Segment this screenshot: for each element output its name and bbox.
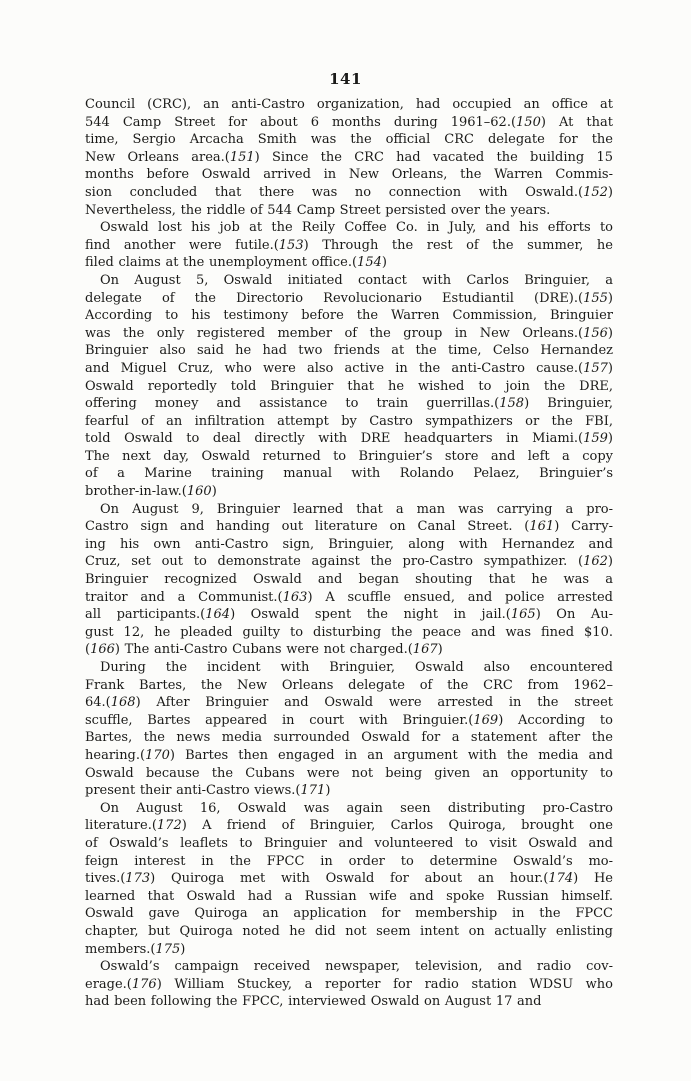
text-line: time, Sergio Arcacha Smith was the official CRC delegate for the — [85, 132, 613, 148]
paragraph — [85, 96, 613, 219]
text-line: delegate of the Directorio Revolucionario Estudiantil (DRE).(155) — [85, 290, 613, 306]
text-line: Oswald because the Cubans were not being given an opportunity to — [85, 765, 613, 781]
text-line: On August 9, Bringuier learned that a man was carrying a pro- — [100, 501, 613, 517]
text-line: New Orleans area.(151) Since the CRC had vacated the building 15 — [85, 149, 613, 165]
citation-number: 175 — [155, 941, 181, 957]
text-line: brother-in-law.(160) — [85, 484, 217, 500]
citation-number: 162 — [583, 554, 608, 570]
citation-number: 150 — [516, 114, 541, 130]
text-line: offering money and assistance to train guerrillas.(158) Bringuier, — [85, 396, 613, 412]
text-line: Bartes, the news media surrounded Oswald for a statement after the — [85, 730, 613, 746]
page-body — [85, 96, 613, 1011]
text-line: Oswald’s campaign received newspaper, television, and radio cov- — [100, 959, 613, 975]
paragraph — [85, 501, 613, 659]
citation-number: 169 — [473, 712, 499, 728]
text-line: (166) The anti-Castro Cubans were not charged.(167) — [85, 642, 443, 658]
text-line: literature.(172) A friend of Bringuier, Carlos Quiroga, brought one — [85, 818, 613, 834]
text-line: members.(175) — [85, 941, 186, 957]
text-line: Nevertheless, the riddle of 544 Camp Street persisted over the years. — [85, 202, 551, 218]
text-line: During the incident with Bringuier, Oswald also encountered — [100, 660, 613, 675]
text-line: Bringuier recognized Oswald and began shouting that he was a — [85, 572, 613, 588]
text-line: tives.(173) Quiroga met with Oswald for about an hour.(174) He — [85, 871, 613, 887]
text-line: On August 5, Oswald initiated contact with Carlos Bringuier, a — [100, 272, 613, 288]
citation-number: 176 — [131, 976, 157, 992]
page-number: 141 — [329, 70, 362, 88]
text-line: On August 16, Oswald was again seen distributing pro-Castro — [100, 800, 613, 816]
text-line: Oswald gave Quiroga an application for membership in the FPCC — [85, 906, 613, 922]
citation-number: 160 — [186, 484, 212, 500]
citation-number: 163 — [282, 589, 308, 605]
text-line: traitor and a Communist.(163) A scuffle ensued, and police arrested — [85, 589, 613, 605]
citation-number: 158 — [499, 396, 525, 412]
text-line: Cruz, set out to demonstrate against the pro-Castro sympathizer. (162) — [85, 554, 613, 570]
citation-number: 168 — [110, 695, 136, 711]
citation-number: 164 — [205, 607, 231, 623]
text-line: months before Oswald arrived in New Orleans, the Warren Commis- — [85, 167, 613, 183]
text-line: Frank Bartes, the New Orleans delegate of the CRC from 1962– — [85, 677, 613, 693]
text-line: Oswald lost his job at the Reily Coffee Co. in July, and his efforts to — [100, 220, 613, 236]
text-line: chapter, but Quiroga noted he did not seem intent on actually enlisting — [85, 923, 613, 939]
text-line: filed claims at the unemployment office.(154) — [85, 255, 387, 271]
text-line: Oswald reportedly told Bringuier that he wished to join the DRE, — [85, 378, 613, 394]
citation-number: 151 — [229, 149, 255, 165]
paragraph — [85, 659, 613, 800]
text-line: Castro sign and handing out literature on Canal Street. (161) Carry- — [85, 519, 613, 535]
paragraph — [85, 800, 613, 958]
text-line: feign interest in the FPCC in order to determine Oswald’s mo- — [85, 853, 613, 869]
text-line: Council (CRC), an anti-Castro organization, had occupied an office at — [85, 97, 613, 112]
citation-number: 166 — [90, 642, 115, 658]
text-line: 64.(168) After Bringuier and Oswald were arrested in the street — [85, 695, 613, 711]
citation-number: 153 — [278, 237, 304, 253]
text-line: ing his own anti-Castro sign, Bringuier, along with Hernandez and — [85, 536, 613, 552]
text-line: find another were futile.(153) Through the rest of the summer, he — [85, 237, 613, 253]
text-line: fearful of an infiltration attempt by Castro sympathizers or the FBI, — [85, 413, 613, 429]
text-line: The next day, Oswald returned to Bringuier’s store and left a copy — [85, 448, 613, 464]
citation-number: 157 — [583, 360, 608, 376]
paragraph — [85, 272, 613, 501]
citation-number: 165 — [510, 607, 536, 623]
citation-number: 152 — [583, 184, 608, 200]
text-line: hearing.(170) Bartes then engaged in an argument with the media and — [85, 747, 613, 763]
text-line: of Oswald’s leaflets to Bringuier and volunteered to visit Oswald and — [85, 835, 613, 851]
citation-number: 170 — [145, 747, 170, 763]
citation-number: 173 — [125, 871, 151, 887]
text-line: was the only registered member of the group in New Orleans.(156) — [85, 325, 613, 341]
text-line: present their anti-Castro views.(171) — [85, 783, 331, 799]
text-line: Bringuier also said he had two friends at the time, Celso Hernandez — [85, 343, 613, 359]
text-line: scuffle, Bartes appeared in court with Bringuier.(169) According to — [85, 712, 613, 728]
citation-number: 171 — [300, 783, 326, 799]
text-line: According to his testimony before the Warren Commission, Bringuier — [85, 308, 613, 324]
citation-number: 159 — [583, 431, 608, 447]
text-line: 544 Camp Street for about 6 months during 1961–62.(150) At that — [85, 114, 613, 130]
text-line: learned that Oswald had a Russian wife and spoke Russian himself. — [85, 888, 613, 904]
text-line: and Miguel Cruz, who were also active in the anti-Castro cause.(157) — [85, 360, 613, 376]
citation-number: 172 — [156, 818, 182, 834]
text-line: gust 12, he pleaded guilty to disturbing the peace and was fined $10. — [85, 624, 613, 640]
citation-number: 156 — [583, 325, 608, 341]
text-line: erage.(176) William Stuckey, a reporter for radio station WDSU who — [85, 976, 613, 992]
text-line: all participants.(164) Oswald spent the night in jail.(165) On Au- — [85, 607, 613, 623]
paragraph — [85, 958, 613, 1011]
citation-number: 174 — [548, 871, 574, 887]
paragraph — [85, 219, 613, 272]
citation-number: 154 — [357, 255, 382, 271]
text-line: had been following the FPCC, interviewed Oswald on August 17 and — [85, 994, 542, 1010]
text-line: told Oswald to deal directly with DRE headquarters in Miami.(159) — [85, 431, 613, 447]
text-line: of a Marine training manual with Rolando Pelaez, Bringuier’s — [85, 466, 613, 482]
text-line: sion concluded that there was no connection with Oswald.(152) — [85, 184, 613, 200]
citation-number: 155 — [583, 290, 608, 306]
citation-number: 161 — [529, 519, 555, 535]
citation-number: 167 — [412, 642, 438, 658]
